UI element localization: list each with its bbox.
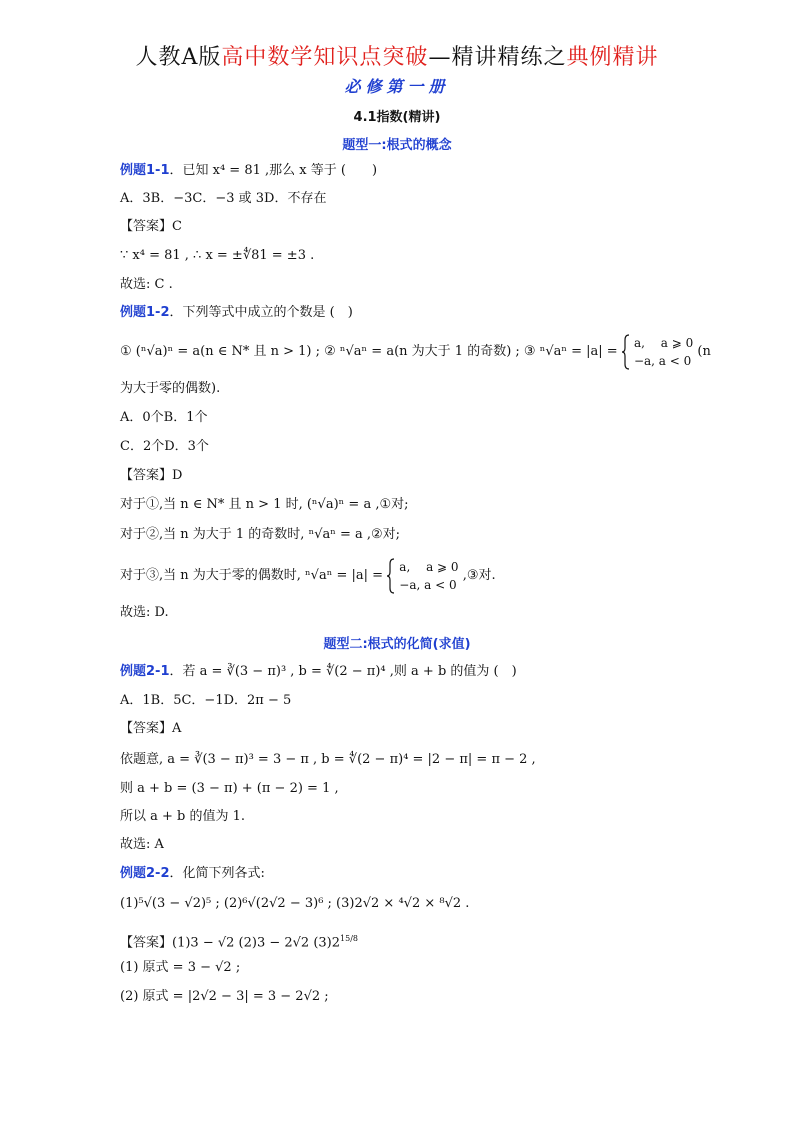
ex2-2-answer-line xyxy=(120,930,358,952)
ex2-1-sol2: 则 a + b = (3 − π) + (π − 2) = 1 , xyxy=(120,781,339,796)
ex1-1-conclusion: 故选: C . xyxy=(120,277,173,292)
brace-icon xyxy=(622,334,630,370)
ex2-2-items: (1)⁵√(3 − √2)⁵ ; (2)⁶√(2√2 − 3)⁶ ; (3)2√2 × ⁴√2 × ⁸√2 . xyxy=(120,896,470,911)
ex1-1-label: 例题1-1 xyxy=(120,163,170,178)
header-title-part4: 典例精讲 xyxy=(566,45,659,70)
ex1-1-question-line xyxy=(120,162,377,180)
ex1-2-statement: ① (ⁿ√a)ⁿ = a(n ∈ N* 且 n > 1) ; ② ⁿ√aⁿ = a(n 为大于 1 的奇数) ; ③ ⁿ√aⁿ = |a| = xyxy=(120,344,618,359)
ex2-2-answer-exponent: 15/8 xyxy=(340,934,358,943)
ex1-2-sol3-tail: ,③对. xyxy=(462,568,496,583)
ex1-2-case-top: a, a ⩾ 0 xyxy=(633,336,694,350)
document-subheader: 必修第一册 xyxy=(344,77,450,96)
ex2-2-sol1: (1) 原式 = 3 − √2 ; xyxy=(120,960,241,975)
ex2-1-sol1: 依题意, a = ∛(3 − π)³ = 3 − π , b = ∜(2 − π)⁴ = |2 − π| = π − 2 , xyxy=(120,752,536,767)
ex1-2-answer: 【答案】D xyxy=(120,468,183,483)
ex2-1-question: ．若 a = ∛(3 − π)³ , b = ∜(2 − π)⁴ ,则 a + b 的值为 ( ) xyxy=(169,664,517,679)
section-title: 4.1指数(精讲) xyxy=(353,110,441,125)
ex1-2-statement-line xyxy=(120,334,711,370)
brace-icon xyxy=(387,558,395,594)
ex2-1-question-line xyxy=(120,663,517,681)
ex1-2-conclusion: 故选: D. xyxy=(120,605,169,620)
ex2-1-answer: 【答案】A xyxy=(120,721,182,736)
header-title-part2: 高中数学知识点突破 xyxy=(221,45,429,70)
ex2-2-question-line xyxy=(120,865,265,883)
ex1-2-sol3-cases xyxy=(399,558,458,594)
type1-title: 题型一:根式的概念 xyxy=(342,138,452,153)
ex2-2-sol2: (2) 原式 = |2√2 − 3| = 3 − 2√2 ; xyxy=(120,989,329,1004)
ex1-2-sol3-line xyxy=(120,558,496,594)
ex2-1-conclusion: 故选: A xyxy=(120,837,164,852)
ex1-1-answer: 【答案】C xyxy=(120,219,182,234)
ex2-1-label: 例题2-1 xyxy=(120,664,170,679)
ex1-2-options-b: C．2个D．3个 xyxy=(120,439,209,454)
ex2-2-answer: 【答案】(1)3 − √2 (2)3 − 2√2 (3)2 xyxy=(120,935,341,951)
ex1-2-sol3-case-top: a, a ⩾ 0 xyxy=(399,560,459,574)
ex1-2-sol1: 对于①,当 n ∈ N* 且 n > 1 时, (ⁿ√a)ⁿ = a ,①对; xyxy=(120,497,409,512)
ex1-2-cases xyxy=(634,334,693,370)
ex1-2-sol3: 对于③,当 n 为大于零的偶数时, ⁿ√aⁿ = |a| = xyxy=(120,568,384,583)
ex1-1-options: A．3B．−3C．−3 或 3D．不存在 xyxy=(120,191,327,206)
ex2-2-label: 例题2-2 xyxy=(120,866,170,881)
ex1-2-case-bottom: −a, a < 0 xyxy=(633,354,692,368)
ex1-2-question: ．下列等式中成立的个数是 ( ) xyxy=(169,305,353,320)
ex1-2-options-a: A．0个B．1个 xyxy=(120,410,208,425)
ex1-2-question-line xyxy=(120,304,353,322)
ex1-1-question: ．已知 x⁴ = 81 ,那么 x 等于 ( ) xyxy=(169,163,378,178)
header-title-part3: —精讲精练之 xyxy=(428,45,567,70)
ex1-2-statement-tail: (n xyxy=(697,344,711,359)
ex1-2-sol2: 对于②,当 n 为大于 1 的奇数时, ⁿ√aⁿ = a ,②对; xyxy=(120,527,401,542)
ex2-1-options: A．1B．5C．−1D．2π − 5 xyxy=(120,693,292,708)
ex1-2-statement-cont: 为大于零的偶数). xyxy=(120,381,221,396)
document-header xyxy=(0,40,794,71)
type2-title: 题型二:根式的化简(求值) xyxy=(323,637,471,652)
ex1-2-sol3-case-bottom: −a, a < 0 xyxy=(399,578,457,592)
ex2-2-question: ．化简下列各式: xyxy=(169,866,265,881)
header-title-part1: 人教A版 xyxy=(135,45,222,70)
ex2-1-sol3: 所以 a + b 的值为 1. xyxy=(120,809,246,824)
ex1-2-label: 例题1-2 xyxy=(120,305,170,320)
ex1-1-solution: ∵ x⁴ = 81 , ∴ x = ±∜81 = ±3 . xyxy=(120,248,315,263)
